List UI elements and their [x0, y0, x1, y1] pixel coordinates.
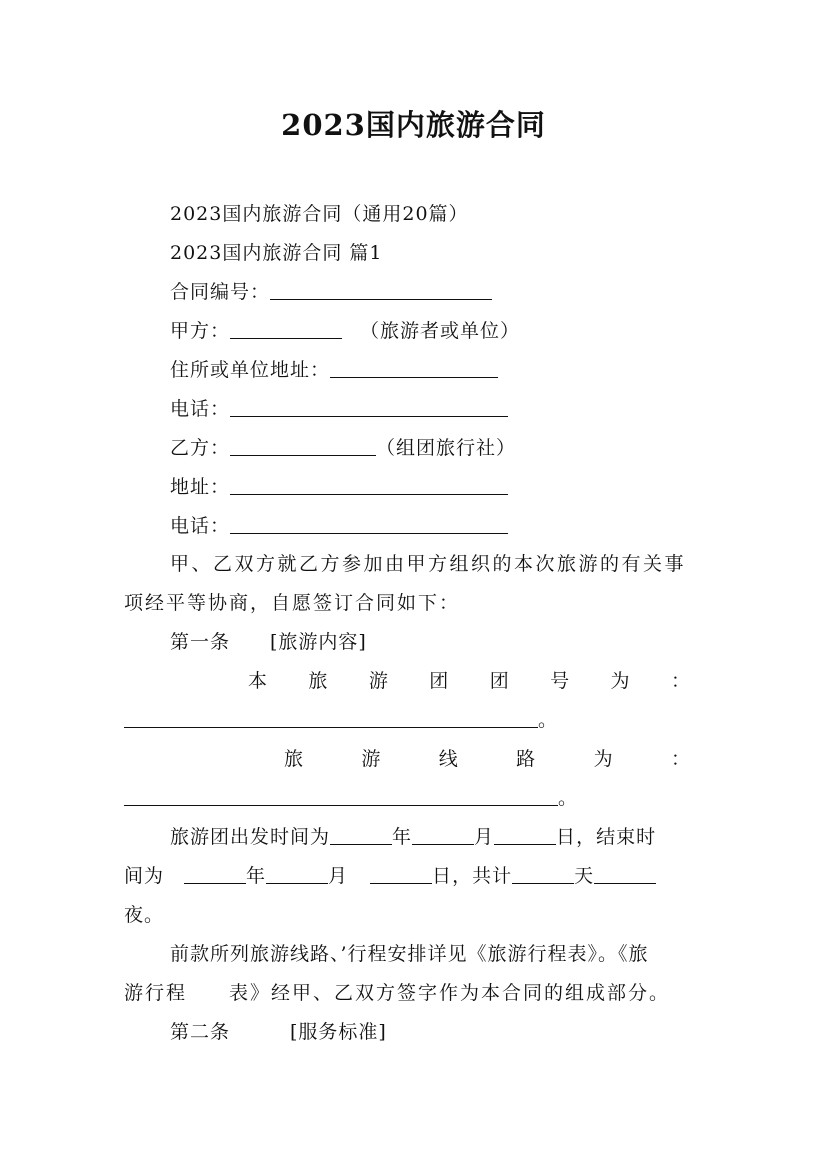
part-heading: 2023国内旅游合同 篇1	[170, 242, 383, 264]
route-char: 线	[438, 748, 458, 770]
group-number-char: ：	[670, 670, 690, 692]
subtitle: 2023国内旅游合同（通用20篇）	[170, 203, 469, 225]
itinerary-paragraph-line-2: 游行程 表》经甲、乙双方签字作为本合同的组成部分。	[124, 982, 671, 1004]
end-time-line	[124, 861, 656, 888]
party-b-note: （组团旅行社）	[376, 437, 517, 459]
group-number-char: 本	[248, 670, 268, 692]
route-line	[124, 783, 578, 810]
party-b-line	[170, 433, 516, 460]
depart-year-blank[interactable]	[330, 826, 392, 845]
party-b-address-blank[interactable]	[230, 476, 508, 495]
end-year-blank[interactable]	[184, 865, 246, 884]
days-blank[interactable]	[512, 865, 574, 884]
party-a-address-label: 住所或单位地址：	[170, 359, 331, 381]
party-a-label: 甲方：	[170, 320, 231, 342]
nights-blank[interactable]	[594, 865, 656, 884]
itinerary-paragraph-line-1: 前款所列旅游线路、’行程安排详见《旅游行程表》。《旅	[170, 943, 649, 965]
party-a-blank[interactable]	[230, 320, 342, 339]
end-month-blank[interactable]	[266, 865, 328, 884]
group-number-line	[124, 705, 558, 732]
route-char: 路	[516, 748, 536, 770]
day-label: 日	[432, 865, 453, 887]
party-b-address-line	[170, 472, 508, 499]
party-a-note: （旅游者或单位）	[360, 320, 521, 342]
route-char: ：	[670, 748, 690, 770]
end-day-blank[interactable]	[370, 865, 432, 884]
day-label: 日	[556, 826, 577, 848]
group-number-char: 旅	[308, 670, 328, 692]
route-char: 游	[361, 748, 381, 770]
departure-label: 旅游团出发时间为	[170, 826, 331, 848]
party-b-phone-line	[170, 511, 508, 538]
party-a-address-line	[170, 355, 498, 382]
group-number-char: 团	[489, 670, 509, 692]
article-2-heading: 第二条 [服务标准]	[170, 1021, 387, 1043]
period: 。	[538, 709, 559, 731]
nights-label: 夜。	[124, 904, 165, 926]
party-a-phone-label: 电话：	[170, 398, 231, 420]
depart-day-blank[interactable]	[494, 826, 556, 845]
time-is-label: 间为	[124, 865, 165, 887]
month-label: 月	[474, 826, 495, 848]
route-blank[interactable]	[124, 787, 558, 806]
end-label: ，结束时	[576, 826, 657, 848]
route-prompt	[284, 744, 690, 771]
group-number-prompt	[248, 666, 690, 693]
year-label: 年	[392, 826, 413, 848]
party-a-line	[170, 316, 520, 343]
depart-month-blank[interactable]	[412, 826, 474, 845]
group-number-char: 号	[550, 670, 570, 692]
total-label: ，共计	[452, 865, 513, 887]
group-number-blank[interactable]	[124, 709, 538, 728]
party-a-phone-line	[170, 394, 508, 421]
year-label: 年	[246, 865, 267, 887]
period: 。	[558, 787, 579, 809]
intro-line-1: 甲、乙双方就乙方参加由甲方组织的本次旅游的有关事	[170, 553, 687, 575]
month-label: 月	[328, 865, 349, 887]
group-number-char: 游	[368, 670, 388, 692]
intro-line-2: 项经平等协商，自愿签订合同如下：	[124, 592, 461, 614]
article-1-heading: 第一条 [旅游内容]	[170, 631, 367, 653]
party-b-blank[interactable]	[230, 437, 376, 456]
party-b-phone-blank[interactable]	[230, 515, 508, 534]
party-b-address-label: 地址：	[170, 476, 231, 498]
party-b-phone-label: 电话：	[170, 515, 231, 537]
route-char: 旅	[284, 748, 304, 770]
route-char: 为	[593, 748, 613, 770]
days-label: 天	[574, 865, 595, 887]
group-number-char: 为	[610, 670, 630, 692]
document-title: 2023国内旅游合同	[281, 108, 546, 142]
party-a-address-blank[interactable]	[330, 359, 498, 378]
party-a-phone-blank[interactable]	[230, 398, 508, 417]
party-b-label: 乙方：	[170, 437, 231, 459]
contract-number-label: 合同编号：	[170, 281, 271, 303]
contract-number-line	[170, 277, 492, 304]
departure-line	[170, 822, 656, 849]
contract-number-blank[interactable]	[270, 281, 492, 300]
group-number-char: 团	[429, 670, 449, 692]
